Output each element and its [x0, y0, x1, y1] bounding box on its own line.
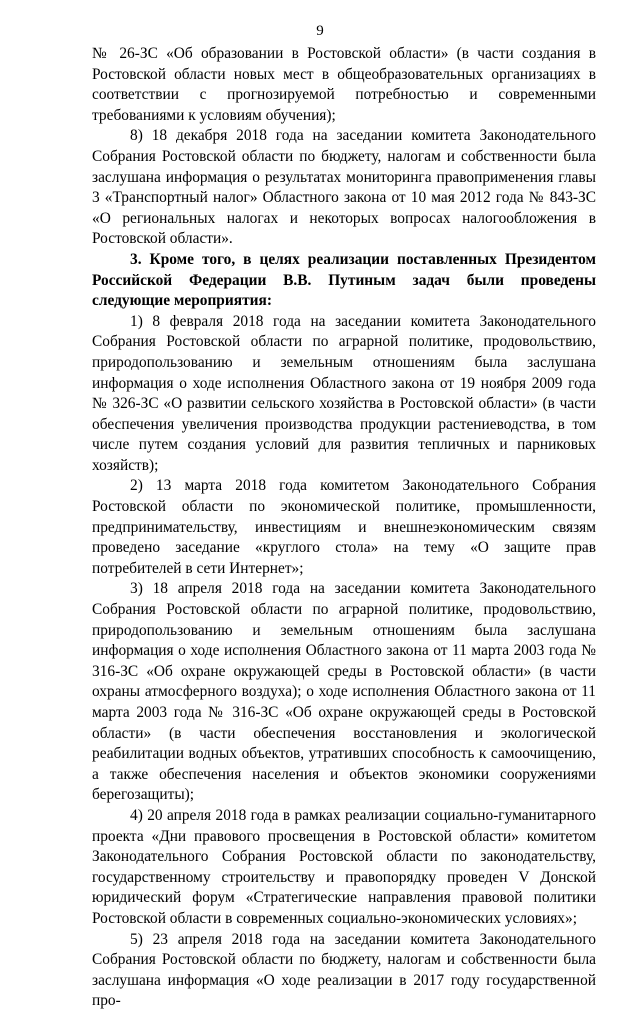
paragraph-continuation: № 26-ЗС «Об образовании в Ростовской области» (в части создания в Ростовской области новых мест в общеобразовательных организациях в соответствии с прогнозируемой потребностью и современными требованиями к условиям обучения); — [92, 45, 596, 124]
paragraph-item-1: 1) 8 февраля 2018 года на заседании комитета Законодательного Собрания Ростовской области по аграрной политике, продовольствию, природопользованию и земельным отношениям была заслушана информация о ходе исполнения Областного закона от 19 ноября 2009 года № 326-ЗС «О развитии сельского хозяйства в Ростовской области» (в части обеспечения увеличения производства продукции растениеводства, в том числе путем создания условий для развития тепличных и парниковых хозяйств); — [92, 312, 596, 474]
body-text — [92, 44, 596, 1012]
page-number: 9 — [316, 23, 324, 39]
paragraph-item-8: 8) 18 декабря 2018 года на заседании комитета Законодательного Собрания Ростовской области по бюджету, налогам и собственности была заслушана информация о результатах мониторинга правоприменения главы 3 «Транспортный налог» Областного закона от 10 мая 2012 года № 843-ЗС «О региональных налогах и некоторых вопросах налогообложения в Ростовской области». — [92, 127, 596, 248]
section-heading-3: 3. Кроме того, в целях реализации поставленных Президентом Российской Федерации В.В. Путиным задач были проведены следующие мероприятия: — [92, 250, 596, 310]
paragraph-item-2: 2) 13 марта 2018 года комитетом Законодательного Собрания Ростовской области по экономической политике, промышленности, предпринимательству, инвестициям и внешнеэкономическим связям проведено заседание «круглого стола» на тему «О защите прав потребителей в сети Интернет»; — [92, 477, 596, 577]
paragraph-item-4: 4) 20 апреля 2018 года в рамках реализации социально-гуманитарного проекта «Дни правового просвещения в Ростовской области» комитетом Законодательного Собрания Ростовской области по законодательству, государственному строительству и правопорядку проведен V Донской юридический форум «Стратегические направления правовой политики Ростовской области в современных социально-экономических условиях»; — [92, 806, 596, 927]
paragraph-item-3: 3) 18 апреля 2018 года на заседании комитета Законодательного Собрания Ростовской области по аграрной политике, продовольствию, природопользованию и земельным отношениям была заслушана информация о ходе исполнения Областного закона от 11 марта 2003 года № 316-ЗС «Об охране окружающей среды в Ростовской области» (в части охраны атмосферного воздуха); о ходе исполнения Областного закона от 11 марта 2003 года № 316-ЗС «Об охране окружающей среды в Ростовской области» (в части обеспечения восстановления и экологической реабилитации водных объектов, утративших способность к самоочищению, а также обеспечения населения и объектов экономики сооружениями берегозащиты); — [92, 580, 596, 804]
paragraph-item-5: 5) 23 апреля 2018 года на заседании комитета Законодательного Собрания Ростовской области по бюджету, налогам и собственности была заслушана информация «О ходе реализации в 2017 году государственной про- — [92, 930, 596, 1010]
